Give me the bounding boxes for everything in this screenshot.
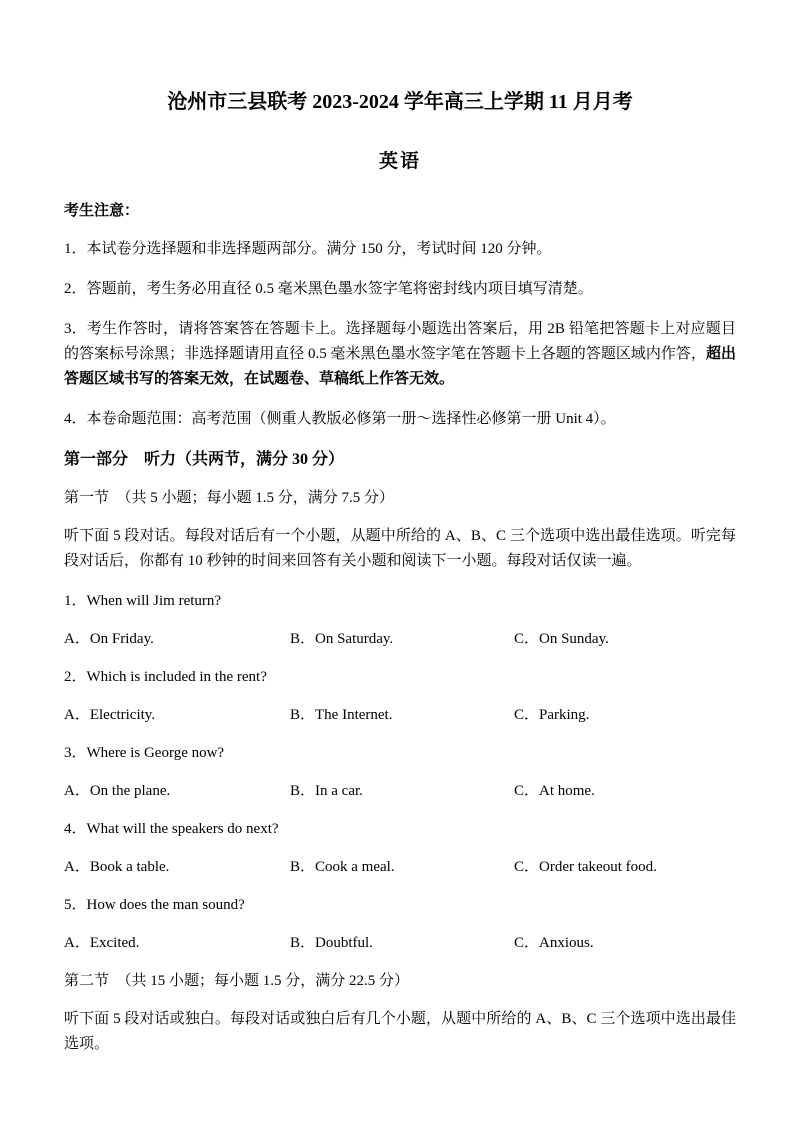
question-2-option-a: A．Electricity. <box>64 707 156 723</box>
question-3-option-b: B．In a car. <box>290 783 363 799</box>
question-1-option-a: A．On Friday. <box>64 631 154 647</box>
question-2-option-c: C．Parking. <box>514 707 590 723</box>
page-title: 沧州市三县联考 2023-2024 学年高三上学期 11 月月考 <box>167 91 633 113</box>
question-3-options <box>64 779 736 804</box>
section1-heading: 第一节 （共 5 小题；每小题 1.5 分，满分 7.5 分） <box>64 490 395 506</box>
subject-title: 英语 <box>378 151 421 172</box>
question-1-stem: 1．When will Jim return? <box>64 593 222 609</box>
question-4-option-b: B．Cook a meal. <box>290 859 395 875</box>
question-5-option-b: B．Doubtful. <box>290 935 373 951</box>
question-5-options <box>64 931 736 956</box>
notice-item-3 <box>64 317 736 392</box>
question-2-stem: 2．Which is included in the rent? <box>64 669 267 685</box>
question-2 <box>64 665 736 728</box>
question-4-stem: 4．What will the speakers do next? <box>64 821 279 837</box>
question-3-option-a: A．On the plane. <box>64 783 171 799</box>
question-1-option-b: B．On Saturday. <box>290 631 394 647</box>
section2-heading: 第二节 （共 15 小题；每小题 1.5 分，满分 22.5 分） <box>64 973 410 989</box>
notice-item-1: 1．本试卷分选择题和非选择题两部分。满分 150 分，考试时间 120 分钟。 <box>64 241 552 257</box>
question-5-option-a: A．Excited. <box>64 935 140 951</box>
question-1-option-c: C．On Sunday. <box>514 631 609 647</box>
notice-item-3-bold-text: 超出答题区域书写的答案无效，在试题卷、草稿纸上作答无效。 <box>64 346 736 387</box>
notice-item-2: 2．答题前，考生务必用直径 0.5 毫米黑色墨水签字笔将密封线内项目填写清楚。 <box>64 281 593 297</box>
notice-item-3-text: 3．考生作答时，请将答案答在答题卡上。选择题每小题选出答案后，用 2B 铅笔把答题卡上对应题目的答案标号涂黑；非选择题请用直径 0.5 毫米黑色墨水签字笔在答题卡上各题的答题区域内作答， <box>64 321 736 362</box>
question-3-option-c: C．At home. <box>514 783 595 799</box>
question-4-options <box>64 855 736 880</box>
question-4-option-c: C．Order takeout food. <box>514 859 657 875</box>
question-5-stem: 5．How does the man sound? <box>64 897 245 913</box>
question-4 <box>64 817 736 880</box>
question-5-option-c: C．Anxious. <box>514 935 594 951</box>
part1-heading: 第一部分 听力（共两节，满分 30 分） <box>64 451 345 468</box>
question-1-options <box>64 627 736 652</box>
section1-instructions: 听下面 5 段对话。每段对话后有一个小题，从题中所给的 A、B、C 三个选项中选出最佳选项。听完每段对话后，你都有 10 秒钟的时间来回答有关小题和阅读下一小题。每段对话仅读一遍。 <box>64 528 736 569</box>
notice-heading: 考生注意： <box>64 203 140 219</box>
question-2-option-b: B．The Internet. <box>290 707 393 723</box>
section2-instructions: 听下面 5 段对话或独白。每段对话或独白后有几个小题，从题中所给的 A、B、C 三个选项中选出最佳选项。 <box>64 1011 736 1052</box>
question-5 <box>64 893 736 956</box>
question-3 <box>64 741 736 804</box>
question-2-options <box>64 703 736 728</box>
question-3-stem: 3．Where is George now? <box>64 745 225 761</box>
notice-item-4: 4．本卷命题范围：高考范围（侧重人教版必修第一册～选择性必修第一册 Unit 4）。 <box>64 411 616 427</box>
question-1 <box>64 589 736 652</box>
question-4-option-a: A．Book a table. <box>64 859 170 875</box>
